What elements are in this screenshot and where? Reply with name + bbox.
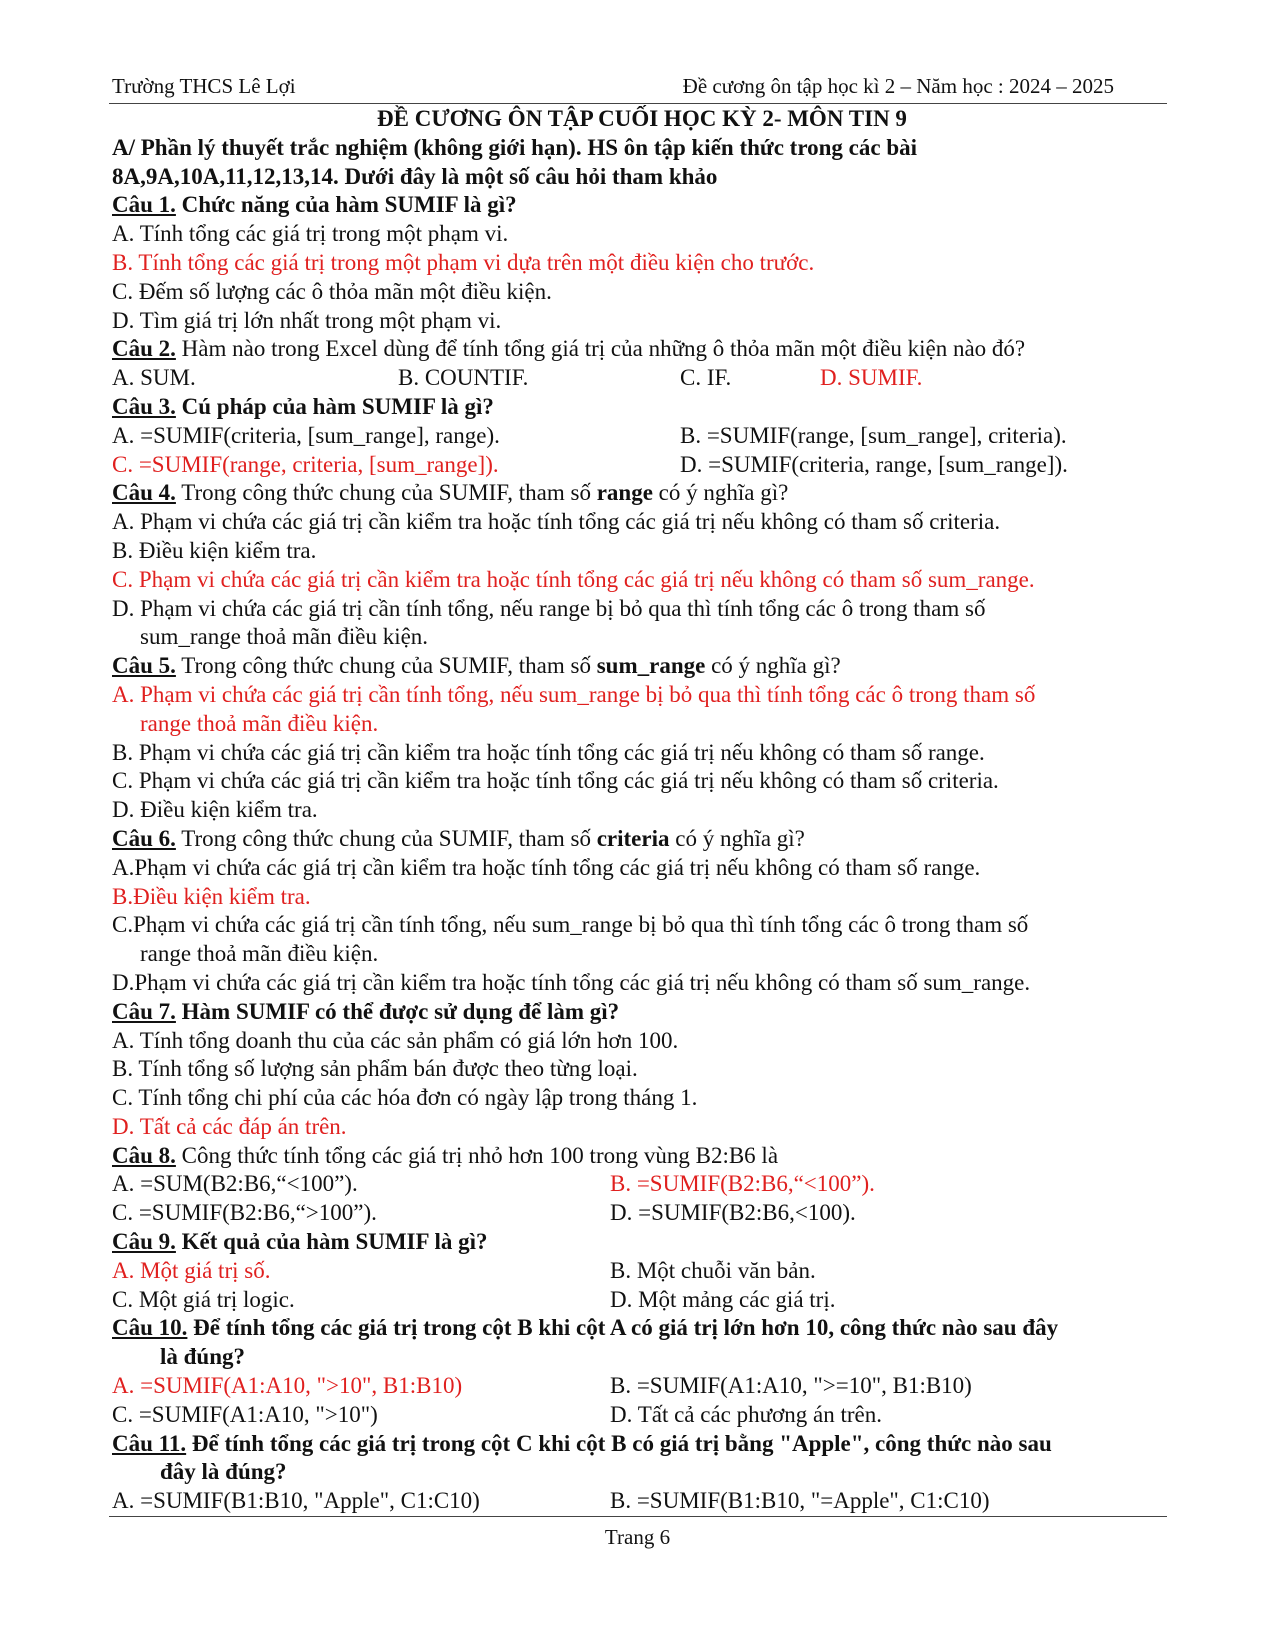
question-text: Kết quả của hàm SUMIF là gì?	[175, 1229, 488, 1255]
question-3	[112, 393, 1172, 422]
q7-option-c: C. Tính tổng chi phí của các hóa đơn có ngày lập trong tháng 1.	[112, 1085, 698, 1111]
question-2	[112, 335, 1172, 364]
header-document-title: Đề cương ôn tập học kì 2 – Năm học : 2024 – 2025	[682, 74, 1114, 98]
q1-option-b-answer: B. Tính tổng các giá trị trong một phạm vi dựa trên một điều kiện cho trước.	[112, 249, 815, 275]
q8-options-row-2	[112, 1199, 1172, 1228]
question-text: Chức năng của hàm SUMIF là gì?	[175, 192, 517, 218]
q2-option-a: A. SUM.	[112, 365, 196, 391]
question-text: Hàm SUMIF có thể được sử dụng để làm gì?	[175, 998, 620, 1024]
q3-option-d: D. =SUMIF(criteria, range, [sum_range]).	[680, 451, 1068, 477]
q10-option-d: D. Tất cả các phương án trên.	[610, 1401, 882, 1427]
question-text: Trong công thức chung của SUMIF, tham số	[175, 480, 597, 506]
question-text: Để tính tổng các giá trị trong cột B khi cột A có giá trị lớn hơn 10, công thức nào sau đây	[187, 1315, 1059, 1341]
q9-options-row-1	[112, 1257, 1172, 1286]
question-number: Câu 2.	[112, 336, 176, 362]
q6-option-c: C.Phạm vi chứa các giá trị cần tính tổng, nếu sum_range bị bỏ qua thì tính tổng các ô trong tham số	[112, 912, 1029, 938]
question-11-cont: đây là đúng?	[160, 1459, 287, 1485]
section-intro-line-2: 8A,9A,10A,11,12,13,14. Dưới đây là một số câu hỏi tham khảo	[112, 163, 718, 189]
question-number: Câu 7.	[112, 998, 176, 1024]
q5-option-a-cont: range thoả mãn điều kiện.	[140, 710, 379, 736]
page-number: Trang 6	[604, 1525, 671, 1549]
q3-option-a: A. =SUMIF(criteria, [sum_range], range).	[112, 422, 500, 448]
question-number: Câu 5.	[112, 653, 176, 679]
q11-option-a: A. =SUMIF(B1:B10, "Apple", C1:C10)	[112, 1488, 480, 1514]
section-intro-line-1: A/ Phần lý thuyết trắc nghiệm (không giới hạn). HS ôn tập kiến thức trong các bài	[112, 134, 917, 160]
q1-option-d: D. Tìm giá trị lớn nhất trong một phạm vi.	[112, 307, 502, 333]
q3-options-row-2	[112, 451, 1172, 480]
question-text: Cú pháp của hàm SUMIF là gì?	[175, 393, 494, 419]
document-body	[112, 105, 1172, 1516]
q9-option-c: C. Một giá trị logic.	[112, 1286, 295, 1312]
question-number: Câu 11.	[112, 1430, 187, 1456]
q2-options	[112, 364, 1172, 393]
question-5	[112, 652, 1172, 681]
question-number: Câu 4.	[112, 480, 176, 506]
page-header	[112, 74, 1114, 102]
question-keyword: sum_range	[596, 653, 706, 679]
q6-option-a: A.Phạm vi chứa các giá trị cần kiểm tra hoặc tính tổng các giá trị nếu không có tham số range.	[112, 854, 981, 880]
q4-option-d: D. Phạm vi chứa các giá trị cần tính tổng, nếu range bị bỏ qua thì tính tổng các ô trong tham số	[112, 595, 986, 621]
question-number: Câu 3.	[112, 393, 176, 419]
question-text: Trong công thức chung của SUMIF, tham số	[175, 653, 597, 679]
q6-option-c-cont: range thoả mãn điều kiện.	[140, 941, 379, 967]
q4-option-a: A. Phạm vi chứa các giá trị cần kiểm tra hoặc tính tổng các giá trị nếu không có tham số criteria.	[112, 509, 1001, 535]
question-number: Câu 1.	[112, 192, 176, 218]
q2-option-d-answer: D. SUMIF.	[820, 365, 923, 391]
q8-option-d: D. =SUMIF(B2:B6,<100).	[610, 1200, 856, 1226]
q9-option-d: D. Một mảng các giá trị.	[610, 1286, 836, 1312]
document-title: ĐỀ CƯƠNG ÔN TẬP CUỐI HỌC KỲ 2- MÔN TIN 9	[377, 106, 907, 131]
question-number: Câu 8.	[112, 1142, 176, 1168]
q4-option-b: B. Điều kiện kiểm tra.	[112, 537, 317, 563]
question-7	[112, 998, 1172, 1027]
q5-option-b: B. Phạm vi chứa các giá trị cần kiểm tra hoặc tính tổng các giá trị nếu không có tham số range.	[112, 739, 985, 765]
question-text-end: có ý nghĩa gì?	[705, 653, 841, 679]
footer-rule	[109, 1516, 1167, 1517]
q9-option-b: B. Một chuỗi văn bản.	[610, 1257, 816, 1283]
q2-option-c: C. IF.	[680, 365, 732, 391]
q1-option-a: A. Tính tổng các giá trị trong một phạm vi.	[112, 221, 509, 247]
q6-option-b-answer: B.Điều kiện kiểm tra.	[112, 883, 311, 909]
question-10	[112, 1314, 1172, 1343]
q2-option-b: B. COUNTIF.	[398, 365, 529, 391]
question-4	[112, 479, 1172, 508]
header-rule	[109, 103, 1167, 104]
question-number: Câu 6.	[112, 825, 176, 851]
q3-option-c-answer: C. =SUMIF(range, criteria, [sum_range]).	[112, 451, 499, 477]
q8-options-row-1	[112, 1170, 1172, 1199]
question-11	[112, 1430, 1172, 1459]
q5-option-d: D. Điều kiện kiểm tra.	[112, 797, 318, 823]
q7-option-d-answer: D. Tất cả các đáp án trên.	[112, 1113, 347, 1139]
header-school: Trường THCS Lê Lợi	[112, 74, 296, 98]
q5-option-a-answer: A. Phạm vi chứa các giá trị cần tính tổng, nếu sum_range bị bỏ qua thì tính tổng các ô trong tham số	[112, 681, 1036, 707]
question-text-end: có ý nghĩa gì?	[669, 825, 805, 851]
q3-option-b: B. =SUMIF(range, [sum_range], criteria).	[680, 422, 1067, 448]
question-6	[112, 825, 1172, 854]
q11-options-row-1	[112, 1487, 1172, 1516]
q8-option-c: C. =SUMIF(B2:B6,“>100”).	[112, 1200, 377, 1226]
question-text: Trong công thức chung của SUMIF, tham số	[175, 825, 597, 851]
q10-option-c: C. =SUMIF(A1:A10, ">10")	[112, 1401, 378, 1427]
q7-option-a: A. Tính tổng doanh thu của các sản phẩm có giá lớn hơn 100.	[112, 1027, 679, 1053]
q8-option-b-answer: B. =SUMIF(B2:B6,“<100”).	[610, 1171, 875, 1197]
q10-option-a-answer: A. =SUMIF(A1:A10, ">10", B1:B10)	[112, 1373, 463, 1399]
q3-options-row-1	[112, 422, 1172, 451]
q4-option-d-cont: sum_range thoả mãn điều kiện.	[140, 624, 429, 650]
q4-option-c-answer: C. Phạm vi chứa các giá trị cần kiểm tra hoặc tính tổng các giá trị nếu không có tham số sum_range.	[112, 566, 1035, 592]
question-text: Công thức tính tổng các giá trị nhỏ hơn 100 trong vùng B2:B6 là	[175, 1142, 779, 1168]
q5-option-c: C. Phạm vi chứa các giá trị cần kiểm tra hoặc tính tổng các giá trị nếu không có tham số criteria.	[112, 768, 999, 794]
q9-option-a-answer: A. Một giá trị số.	[112, 1257, 271, 1283]
question-text: Hàm nào trong Excel dùng để tính tổng giá trị của những ô thỏa mãn một điều kiện nào đó?	[175, 336, 1026, 362]
question-9	[112, 1228, 1172, 1257]
question-keyword: criteria	[596, 825, 670, 851]
q8-option-a: A. =SUM(B2:B6,“<100”).	[112, 1171, 358, 1197]
q9-options-row-2	[112, 1286, 1172, 1315]
question-keyword: range	[596, 480, 653, 506]
q7-option-b: B. Tính tổng số lượng sản phẩm bán được theo từng loại.	[112, 1056, 638, 1082]
q10-options-row-1	[112, 1372, 1172, 1401]
question-number: Câu 9.	[112, 1229, 176, 1255]
question-1	[112, 191, 1172, 220]
q10-options-row-2	[112, 1401, 1172, 1430]
q6-option-d: D.Phạm vi chứa các giá trị cần kiểm tra hoặc tính tổng các giá trị nếu không có tham số sum_range.	[112, 969, 1031, 995]
q11-option-b: B. =SUMIF(B1:B10, "=Apple", C1:C10)	[610, 1488, 990, 1514]
question-10-cont: là đúng?	[160, 1344, 246, 1370]
q1-option-c: C. Đếm số lượng các ô thỏa mãn một điều kiện.	[112, 278, 552, 304]
question-number: Câu 10.	[112, 1315, 188, 1341]
question-text-end: có ý nghĩa gì?	[652, 480, 789, 506]
q10-option-b: B. =SUMIF(A1:A10, ">=10", B1:B10)	[610, 1373, 972, 1399]
question-8	[112, 1142, 1172, 1171]
question-text: Để tính tổng các giá trị trong cột C khi cột B có giá trị bằng "Apple", công thức nào sau	[186, 1430, 1052, 1456]
